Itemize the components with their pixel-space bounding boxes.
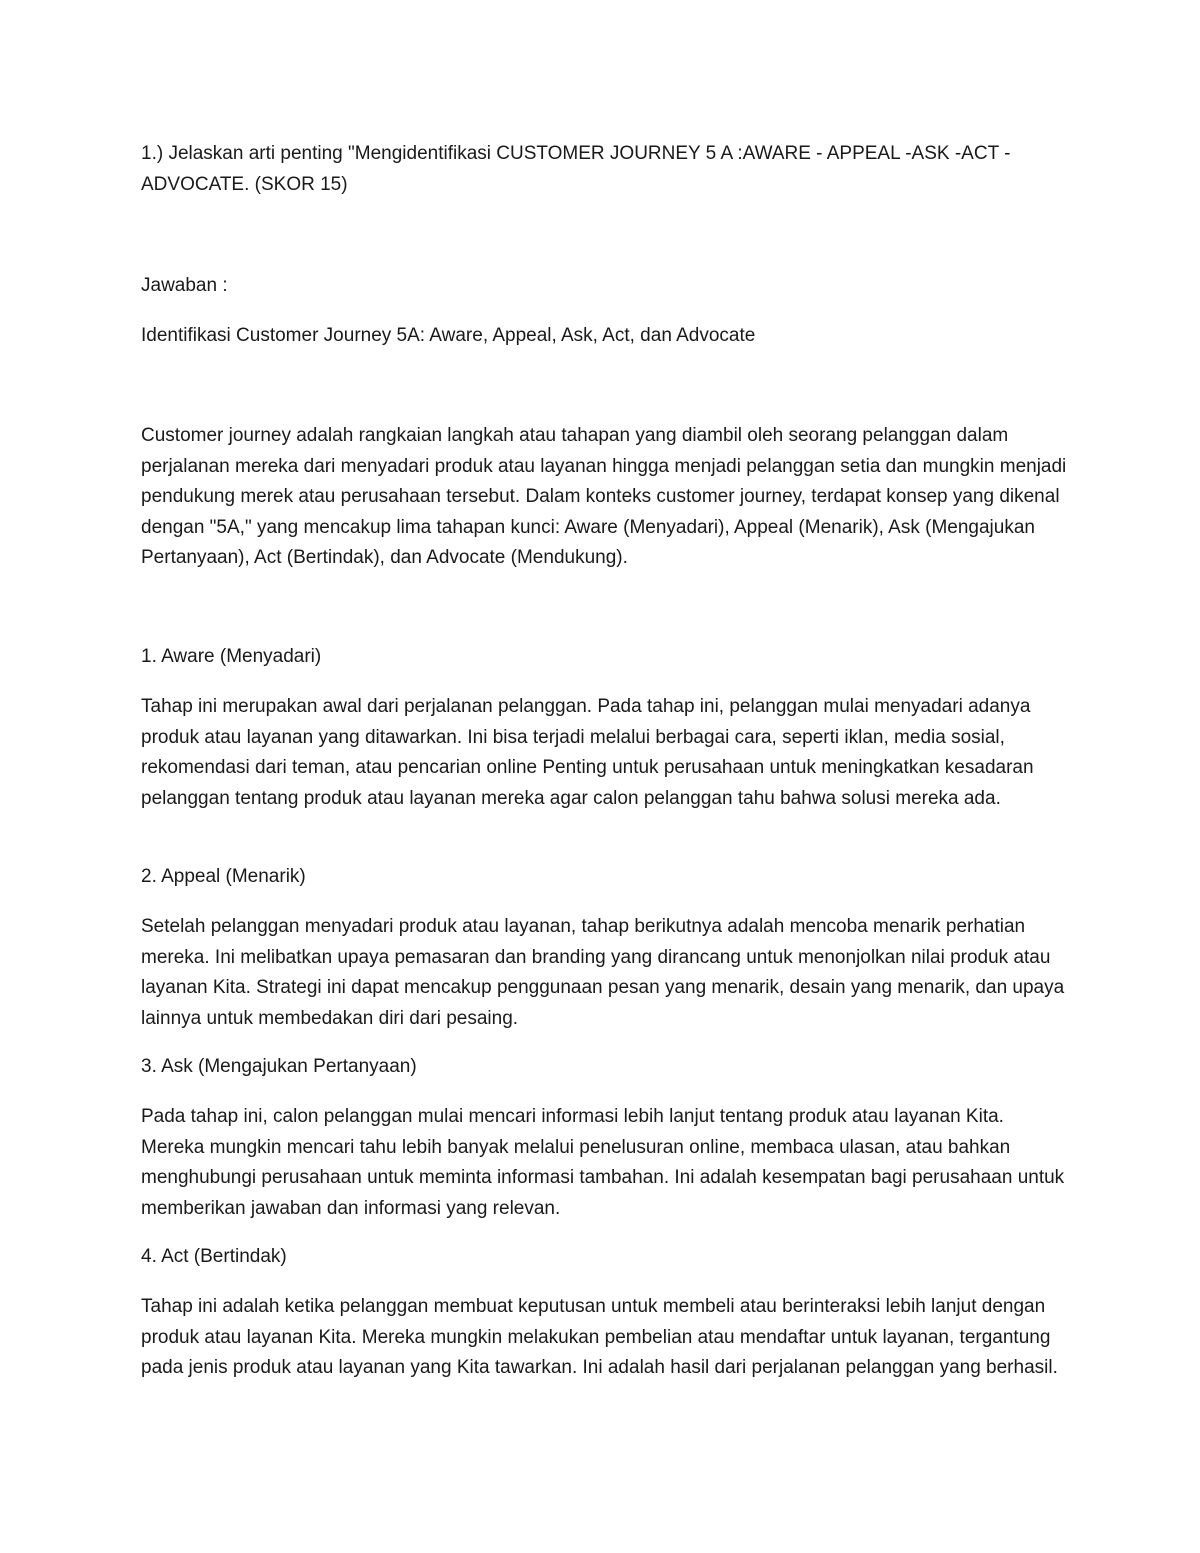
question-text: 1.) Jelaskan arti penting "Mengidentifikasi CUSTOMER JOURNEY 5 A :AWARE - APPEAL -ASK -ACT - ADVOCATE. (SKOR 15) [141, 143, 1011, 195]
section-heading-act: 4. Act (Bertindak) [141, 1246, 287, 1267]
answer-label: Jawaban : [141, 275, 228, 296]
section-heading-ask: 3. Ask (Mengajukan Pertanyaan) [141, 1056, 417, 1077]
section-body-act: Tahap ini adalah ketika pelanggan membuat keputusan untuk membeli atau berinteraksi lebih lanjut dengan produk atau layanan Kita. Mereka mungkin melakukan pembelian atau mendaftar untuk layanan, tergantung pada jenis produk atau layanan yang Kita tawarkan. Ini adalah hasil dari perjalanan pelanggan yang berhasil. [141, 1296, 1058, 1378]
section-heading-appeal: 2. Appeal (Menarik) [141, 866, 306, 887]
answer-title: Identifikasi Customer Journey 5A: Aware, Appeal, Ask, Act, dan Advocate [141, 325, 756, 346]
section-heading-aware: 1. Aware (Menyadari) [141, 646, 322, 667]
section-body-aware: Tahap ini merupakan awal dari perjalanan pelanggan. Pada tahap ini, pelanggan mulai menyadari adanya produk atau layanan yang ditawarkan. Ini bisa terjadi melalui berbagai cara, seperti iklan, media sosial, rekomendasi dari teman, atau pencarian online Penting untuk perusahaan untuk meningkatkan kesadaran pelanggan tentang produk atau layanan mereka agar calon pelanggan tahu bahwa solusi mereka ada. [141, 696, 1034, 809]
section-body-appeal: Setelah pelanggan menyadari produk atau layanan, tahap berikutnya adalah mencoba menarik perhatian mereka. Ini melibatkan upaya pemasaran dan branding yang dirancang untuk menonjolkan nilai produk atau layanan Kita. Strategi ini dapat mencakup penggunaan pesan yang menarik, desain yang menarik, dan upaya lainnya untuk membedakan diri dari pesaing. [141, 916, 1065, 1029]
intro-paragraph: Customer journey adalah rangkaian langkah atau tahapan yang diambil oleh seorang pelanggan dalam perjalanan mereka dari menyadari produk atau layanan hingga menjadi pelanggan setia dan mungkin menjadi pendukung merek atau perusahaan tersebut. Dalam konteks customer journey, terdapat konsep yang dikenal dengan "5A," yang mencakup lima tahapan kunci: Aware (Menyadari), Appeal (Menarik), Ask (Mengajukan Pertanyaan), Act (Bertindak), dan Advocate (Mendukung). [141, 425, 1067, 568]
section-body-ask: Pada tahap ini, calon pelanggan mulai mencari informasi lebih lanjut tentang produk atau layanan Kita. Mereka mungkin mencari tahu lebih banyak melalui penelusuran online, membaca ulasan, atau bahkan menghubungi perusahaan untuk meminta informasi tambahan. Ini adalah kesempatan bagi perusahaan untuk memberikan jawaban dan informasi yang relevan. [141, 1106, 1065, 1219]
